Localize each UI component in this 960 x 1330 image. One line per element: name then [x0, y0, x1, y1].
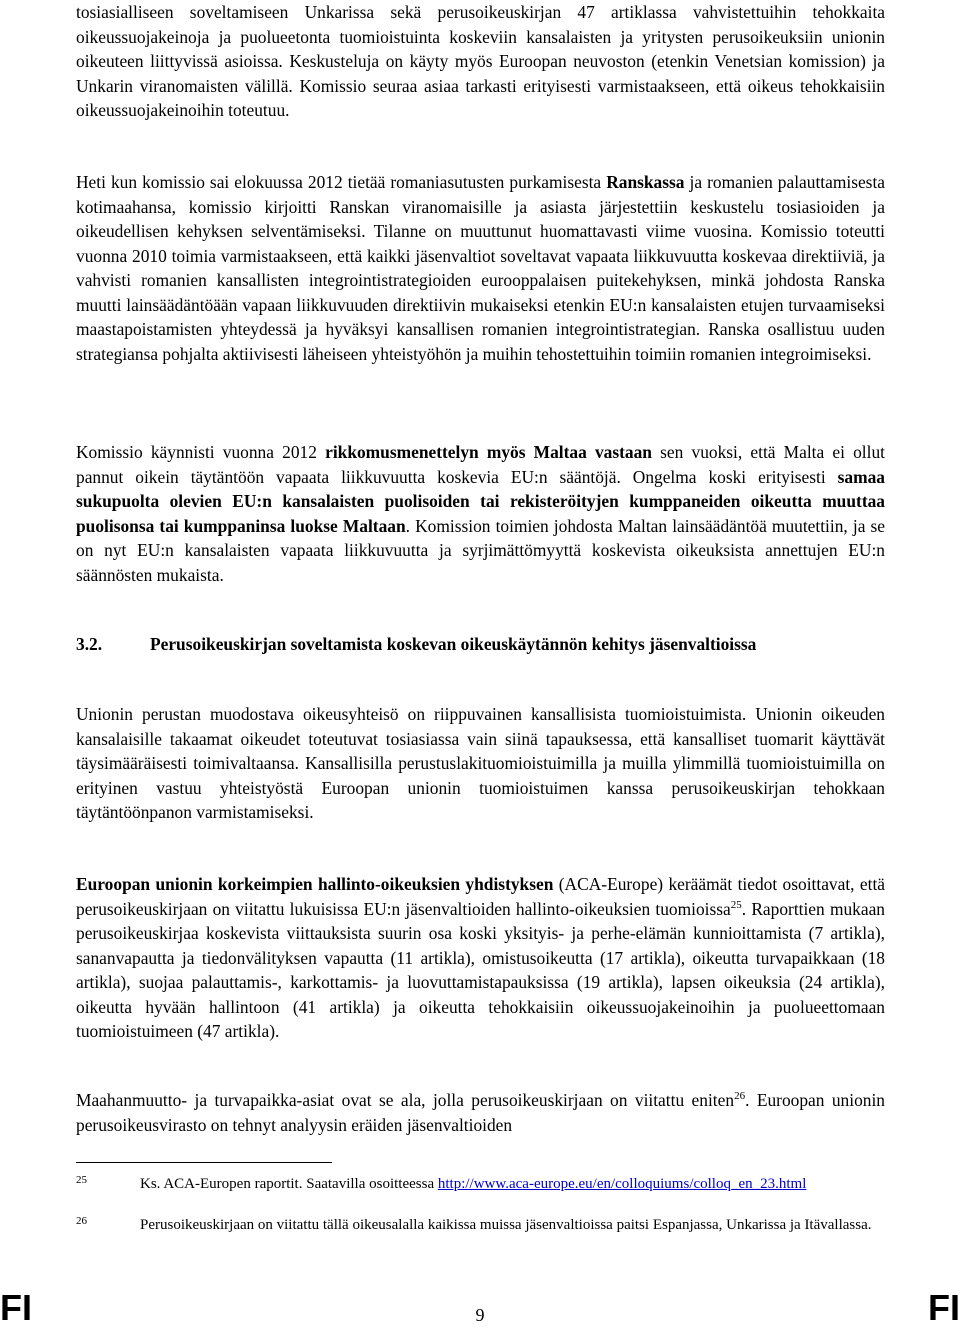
footnote-text: Ks. ACA-Europen raportit. Saatavilla osoitteessa [140, 1176, 438, 1192]
text-span: (ACA-Europe) keräämät tiedot osoittavat, että perusoikeuskirjaan on viitattu lukuisissa EU:n jäsenvaltioiden hallinto-oikeuksien tuomioissa [76, 874, 885, 919]
paragraph-intro: tosiasialliseen soveltamiseen Unkarissa sekä perusoikeuskirjan 47 artiklassa vahvistettuihin tehokkaita oikeussuojakeinoja ja puolueetonta tuomioistuinta koskeviin kansalaisten ja yritysten perusoikeuksiin unionin oikeuteen liittyvissä asioissa. Keskusteluja on käyty myös Euroopan neuvoston (etenkin Venetsian komission) ja Unkarin viranomaisten välillä. Komissio seuraa asiaa tarkasti erityisesti varmistaakseen, että oikeus tehokkaisiin oikeussuojakeinoihin toteutuu. [76, 2, 885, 120]
text-span: . Raporttien mukaan perusoikeuskirjaa koskevista viittauksista suurin osa koski yksityis- ja perhe-elämän kunnioittamista (7 artikla), sananvapautta ja tiedonvälityksen vapautta (11 artikla), omistusoikeutta (17 artikla), oikeutta turvapaikkaan (18 artikla), suojaa palauttamis-, karkottamis- ja luovuttamistapauksissa (19 artikla), lapsen oikeuksia (24 artikla), oikeutta hyvään hallintoon (41 artikla) ja oikeutta tehokkaisiin oikeussuojakeinoihin ja puolueettomaan tuomioistuimeen (47 artikla). [76, 898, 885, 1041]
footnote-26 [76, 1215, 885, 1235]
language-code-left: FI [0, 1287, 32, 1328]
footnote-ref[interactable]: 25 [730, 898, 742, 911]
text-span: Komissio käynnisti vuonna 2012 [76, 442, 326, 462]
section-heading [76, 632, 885, 657]
footnote-ref[interactable]: 26 [734, 1090, 746, 1103]
text-span: . Komission toimien johdosta Maltan lainsäädäntöä muutettiin, ja se on nyt EU:n kansalaisten vapaata liikkuvuutta ja syrjimättömyyttä koskevista oikeuksista annettujen EU:n säännösten mukaista. [76, 515, 885, 585]
paragraph-aca-europe [76, 872, 885, 1044]
paragraph-national-courts: Unionin perustan muodostava oikeusyhteisö on riippuvainen kansallisista tuomioistuimista. Unionin oikeuden kansalaisille takaamat oikeudet toteutuvat tosiasiassa vain siinä tapauksessa, että kansalliset tuomarit käyttävät täysimääräisesti toimivaltaansa. Kansallisilla perustuslakituomioistuimilla ja muilla ylimmillä tuomioistuimilla on erityinen vastuu yhteistyöstä Euroopan unionin tuomioistuimen kanssa perusoikeuskirjan tehokkaan täytäntöönpanon varmistamiseksi. [76, 704, 885, 822]
paragraph-migration [76, 1088, 885, 1137]
footnote-25 [76, 1174, 885, 1194]
footnote-link[interactable]: http://www.aca-europe.eu/en/colloquiums/colloq_en_23.html [437, 1176, 807, 1192]
footnote-divider [76, 1162, 332, 1163]
bold-text: Euroopan unionin korkeimpien hallinto-oikeuksien yhdistyksen [76, 874, 554, 894]
text-span: . Euroopan unionin perusoikeusvirasto on tehnyt analyysin eräiden jäsenvaltioiden [76, 1090, 886, 1135]
language-code-right: FI [928, 1287, 960, 1328]
bold-text: samaa sukupuolta olevien EU:n kansalaisten puolisoiden tai rekisteröityjen kumppaneiden oikeutta muuttaa puolisonsa tai kumppaninsa luokse Maltaan [76, 466, 885, 536]
section-title: Perusoikeuskirjan soveltamista koskevan oikeuskäytännön kehitys jäsenvaltioissa [150, 634, 757, 654]
paragraph-france [76, 170, 885, 366]
text-span: Heti kun komissio sai elokuussa 2012 tietää romaniasutusten purkamisesta [76, 172, 607, 192]
page-number: 9 [475, 1305, 485, 1325]
paragraph-malta [76, 440, 885, 587]
bold-text: Ranskassa [606, 172, 685, 192]
footnote-text: Perusoikeuskirjaan on viitattu tällä oikeusalalla kaikissa muissa jäsenvaltioissa paitsi Espanjassa, Unkarissa ja Itävallassa. [140, 1217, 872, 1233]
footnote-mark: 26 [76, 1215, 87, 1227]
bold-text: rikkomusmenettelyn myös Maltaa vastaan [325, 442, 652, 462]
section-number: 3.2. [76, 634, 103, 654]
text-span: ja romanien palauttamisesta kotimaahansa, komissio kirjoitti Ranskan viranomaisille ja asiasta järjestettiin keskustelu tosiasioiden ja oikeudellisen kehyksen selventämiseksi. Tilanne on muuttunut huomattavasti viime vuosina. Komissio toteutti vuonna 2010 toimia varmistaakseen, että kaikki jäsenvaltiot soveltavat vapaata liikkuvuutta koskevaa direktiiviä, ja vahvisti romanien kansallisten integrointistrategioiden eurooppalaisen puitekehyksen, minkä johdosta Ranska muutti lainsäädäntöään vapaan liikkuvuuden direktiivin mukaiseksi etenkin EU:n kansalaisten etujen turvaamiseksi maastapoistamisten yhteydessä ja hyväksyi kansallisen romanien integrointistrategian. Ranska osallistuu uuden strategiansa pohjalta aktiivisesti läheiseen yhteistyöhön ja muihin tehostettuihin toimiin romanien integroimiseksi. [76, 172, 885, 364]
text-span: sen vuoksi, että Malta ei ollut pannut oikein täytäntöön vapaata liikkuvuutta koskevia EU:n sääntöjä. Ongelma koski erityisesti [76, 442, 885, 487]
text-span: Maahanmuutto- ja turvapaikka-asiat ovat se ala, jolla perusoikeuskirjaan on viitattu eniten [76, 1090, 735, 1110]
footnote-mark: 25 [76, 1174, 87, 1186]
